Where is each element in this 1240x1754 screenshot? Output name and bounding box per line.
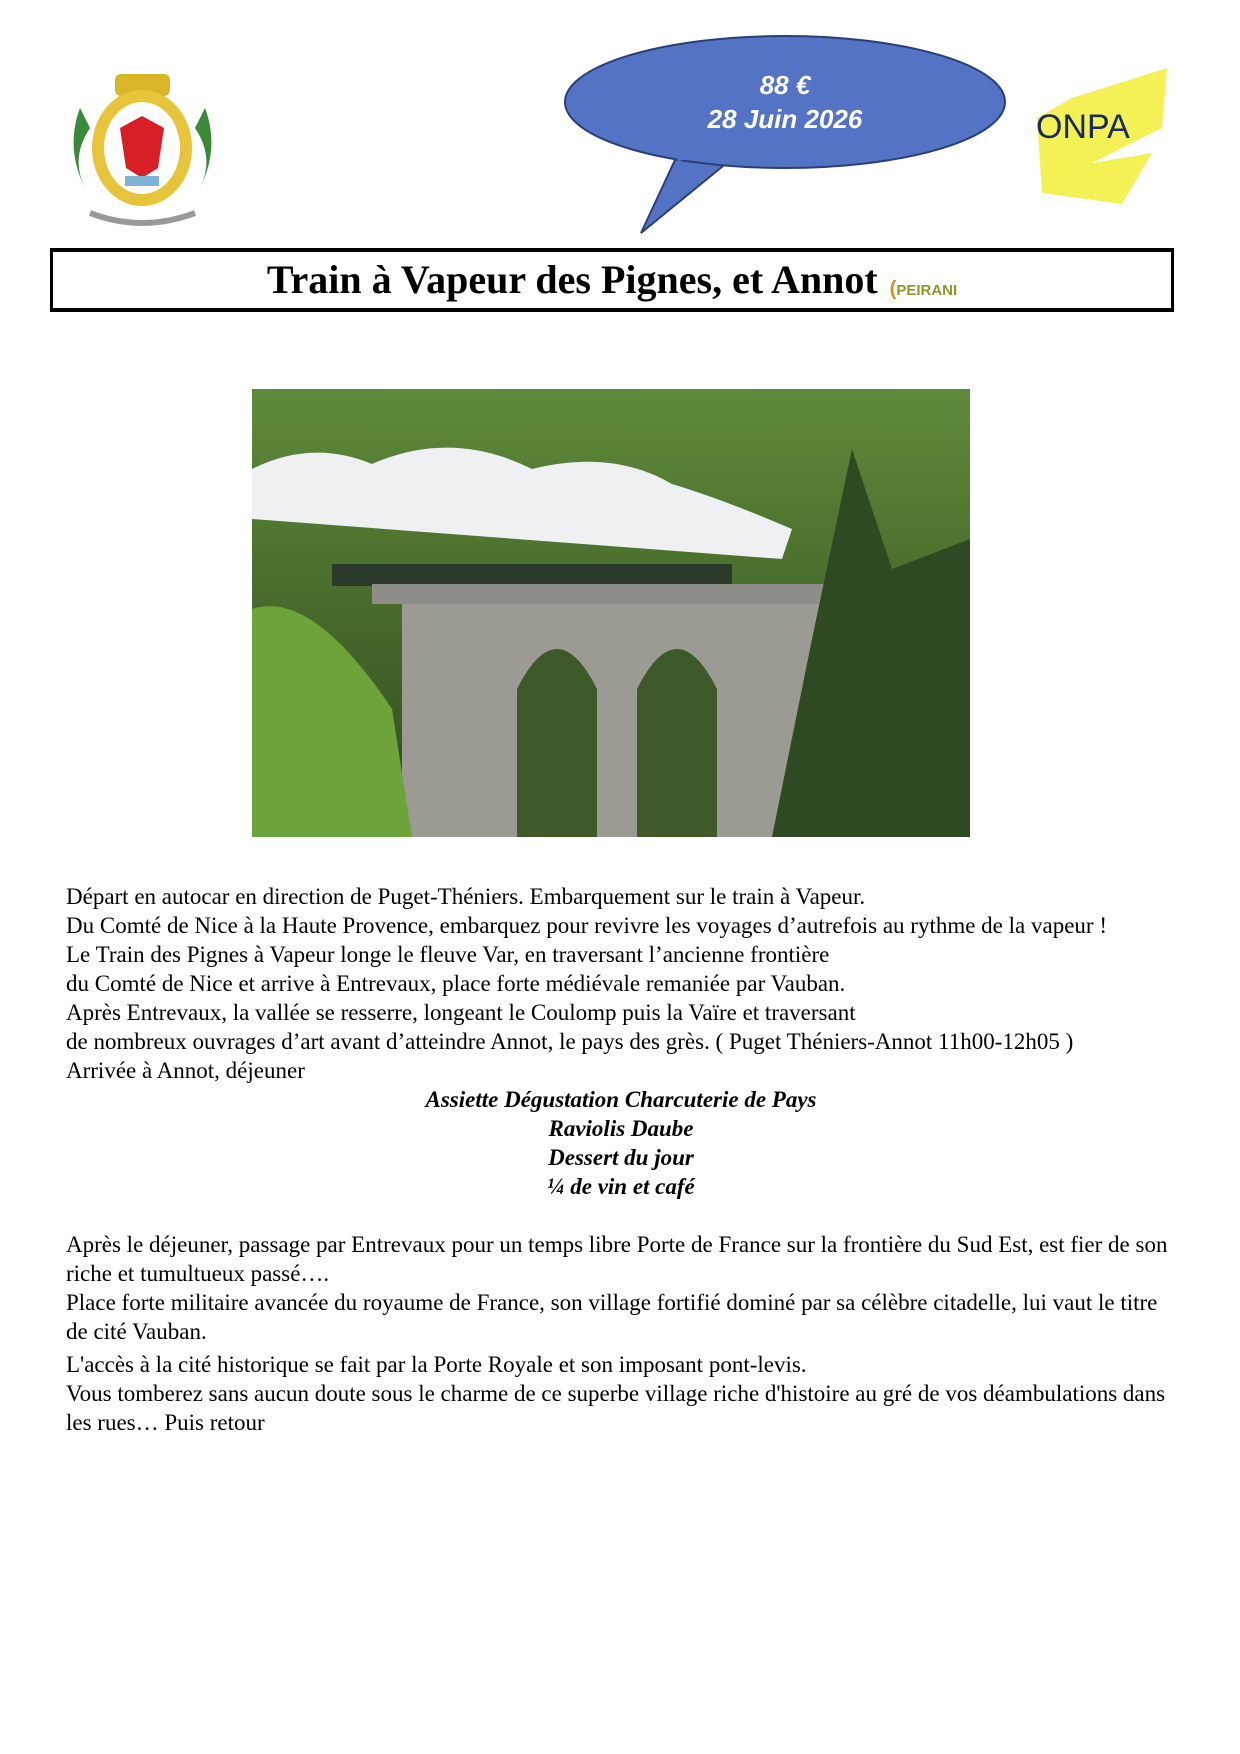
afternoon-line: Vous tomberez sans aucun doute sous le charme de ce superbe village riche d'histoire au gré de vos déambulations dans les rues… Puis retour — [66, 1381, 1166, 1435]
page-title: Train à Vapeur des Pignes, et Annot — [266, 257, 878, 302]
description — [66, 882, 1176, 1437]
title-box — [50, 248, 1174, 312]
steam-train-viaduct-photo — [252, 389, 970, 837]
intro-line: Départ en autocar en direction de Puget-Théniers. Embarquement sur le train à Vapeur. — [66, 884, 866, 909]
onpa-logo — [1032, 68, 1174, 204]
onpa-logo-text: ONPA — [1036, 108, 1130, 146]
afternoon-line: L'accès à la cité historique se fait par la Porte Royale et son imposant pont-levis. — [66, 1352, 807, 1377]
menu-item: Assiette Dégustation Charcuterie de Pays — [425, 1087, 817, 1112]
intro-line: Après Entrevaux, la vallée se resserre, longeant le Coulomp puis la Vaïre et traversant — [66, 1000, 856, 1025]
menu-item: Dessert du jour — [548, 1145, 694, 1170]
intro-line: du Comté de Nice et arrive à Entrevaux, place forte médiévale remaniée par Vauban. — [66, 971, 846, 996]
afternoon-line: Après le déjeuner, passage par Entrevaux pour un temps libre Porte de France sur la frontière du Sud Est, est fier de son riche et tumultueux passé…. — [66, 1232, 1168, 1286]
date-label: 28 Juin 2026 — [707, 104, 863, 134]
intro-line: Arrivée à Annot, déjeuner — [66, 1058, 305, 1083]
price-speech-bubble — [555, 30, 1015, 240]
lunch-menu — [66, 1085, 1176, 1201]
peirani-badge: (PEIRANI — [889, 277, 958, 300]
afternoon-line: Place forte militaire avancée du royaume de France, son village fortifié dominé par sa célèbre citadelle, lui vaut le titre de cité Vauban. — [66, 1290, 1158, 1344]
nice-coat-of-arms-logo — [60, 68, 225, 233]
menu-item: ¼ de vin et café — [547, 1174, 695, 1199]
intro-line: Le Train des Pignes à Vapeur longe le fleuve Var, en traversant l’ancienne frontière — [66, 942, 830, 967]
intro-line: Du Comté de Nice à la Haute Provence, embarquez pour revivre les voyages d’autrefois au rythme de la vapeur ! — [66, 913, 1107, 938]
price-label: 88 € — [759, 70, 811, 100]
intro-line: de nombreux ouvrages d’art avant d’atteindre Annot, le pays des grès. ( Puget Théniers-Annot 11h00-12h05 ) — [66, 1029, 1074, 1054]
menu-item: Raviolis Daube — [548, 1116, 694, 1141]
